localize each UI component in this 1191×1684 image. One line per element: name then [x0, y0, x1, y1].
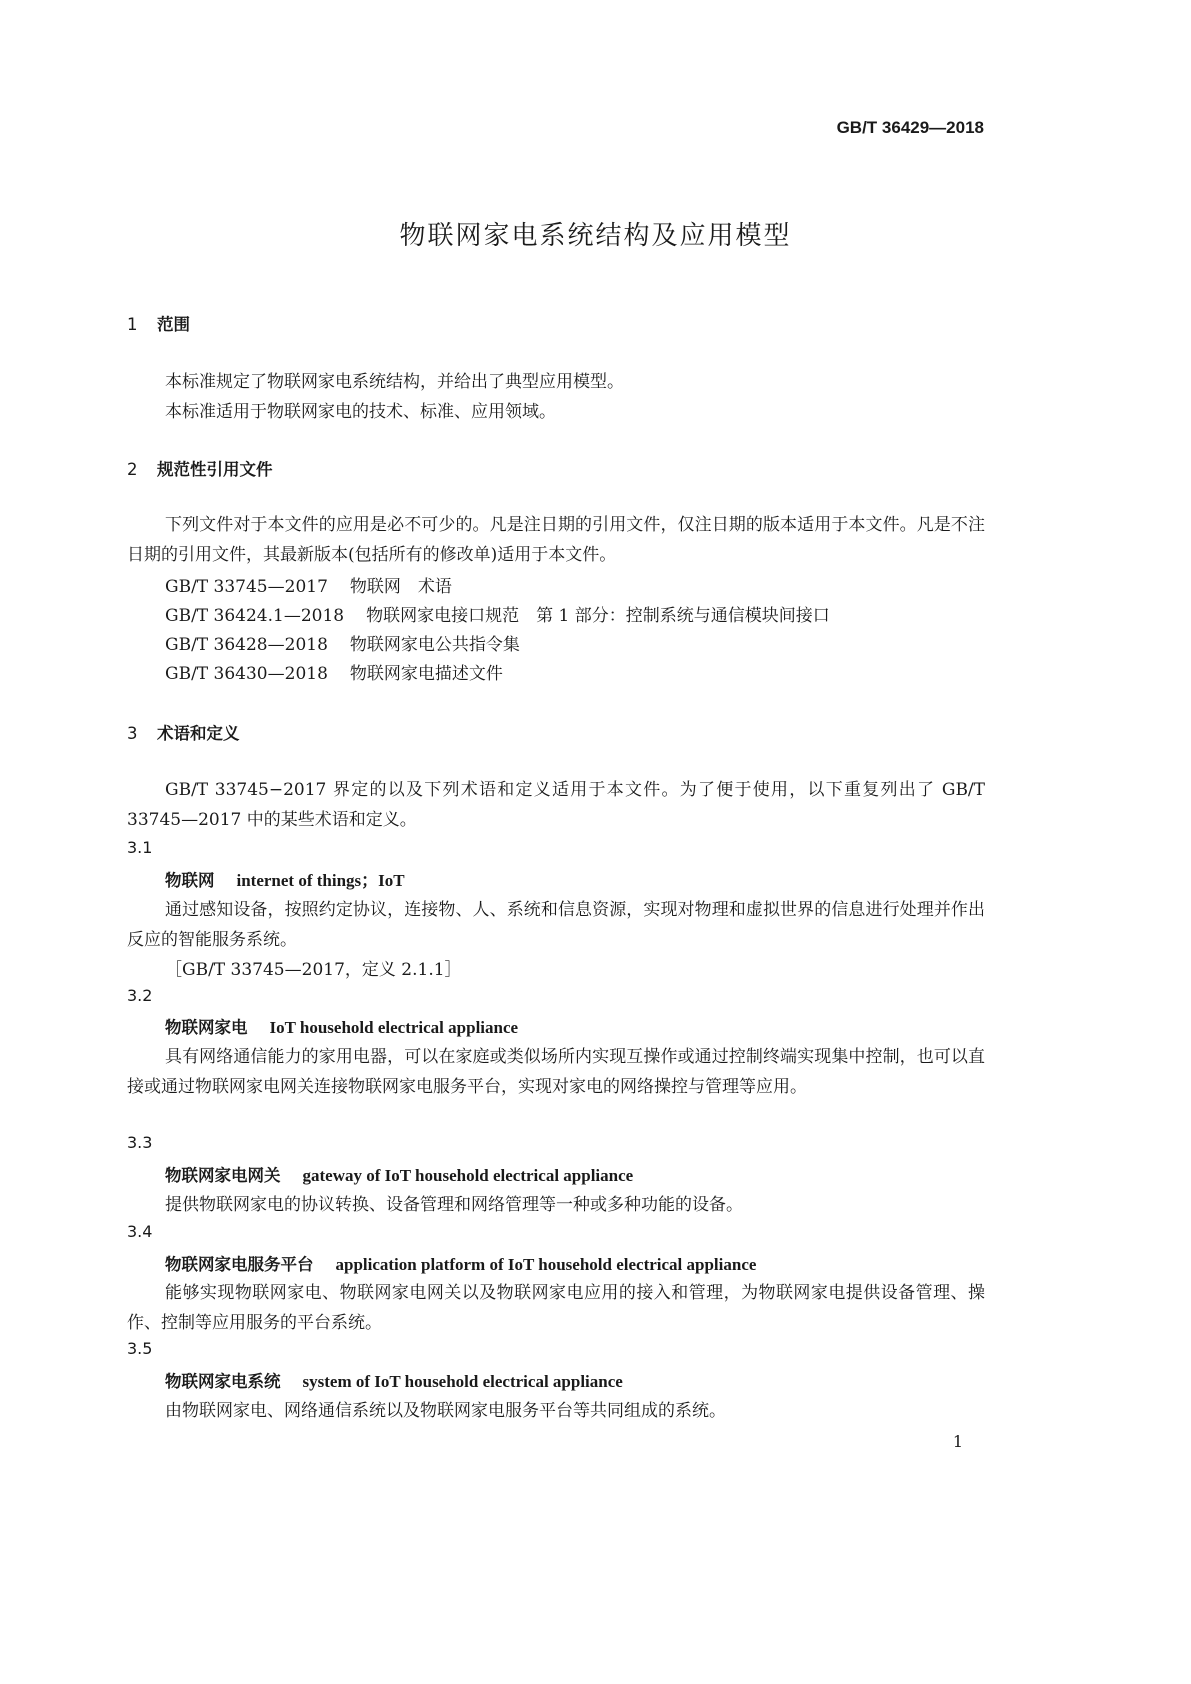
reference-title: 物联网家电接口规范 第 1 部分：控制系统与通信模块间接口 — [366, 606, 830, 626]
reference-title: 物联网家电描述文件 — [349, 664, 503, 684]
reference-item — [165, 659, 503, 689]
page-number: 1 — [952, 1432, 963, 1451]
term-definition: 通过感知设备，按照约定协议，连接物、人、系统和信息资源，实现对物理和虚拟世界的信息进行处理并作出反应的智能服务系统。 — [127, 900, 985, 950]
term-english: application platform of IoT household electrical appliance — [335, 1255, 757, 1274]
term-definition: 由物联网家电、网络通信系统以及物联网家电服务平台等共同组成的系统。 — [165, 1401, 726, 1421]
term-definition: 提供物联网家电的协议转换、设备管理和网络管理等一种或多种功能的设备。 — [165, 1195, 743, 1215]
term-chinese: 物联网家电网关 — [165, 1166, 281, 1185]
reference-code: GB/T 36428—2018 — [165, 635, 328, 655]
term-definition: 能够实现物联网家电、物联网家电网关以及物联网家电应用的接入和管理，为物联网家电提供设备管理、操作、控制等应用服务的平台系统。 — [127, 1283, 985, 1333]
term-source: ［GB/T 33745—2017，定义 2.1.1］ — [165, 960, 462, 980]
section-3-heading — [127, 720, 240, 744]
reference-item — [165, 572, 452, 602]
section-2-heading — [127, 456, 273, 480]
term-chinese: 物联网家电服务平台 — [165, 1255, 314, 1274]
reference-title: 物联网 术语 — [349, 577, 452, 597]
term-english: IoT household electrical appliance — [269, 1018, 519, 1037]
document-title: 物联网家电系统结构及应用模型 — [399, 221, 792, 251]
term-number: 3.5 — [127, 1339, 153, 1358]
section-number: 3 — [127, 724, 138, 743]
term-heading — [165, 866, 405, 891]
section-number: 1 — [127, 315, 138, 334]
term-heading — [165, 1014, 518, 1038]
term-english: system of IoT household electrical appliance — [302, 1372, 623, 1391]
term-chinese: 物联网 — [165, 871, 215, 890]
term-english: internet of things；IoT — [236, 871, 405, 890]
section-title: 术语和定义 — [157, 724, 240, 743]
term-definition: 具有网络通信能力的家用电器，可以在家庭或类似场所内实现互操作或通过控制终端实现集中控制，也可以直接或通过物联网家电网关连接物联网家电服务平台，实现对家电的网络操控与管理等应用。 — [127, 1047, 985, 1097]
reference-code: GB/T 36424.1—2018 — [165, 606, 345, 626]
section-number: 2 — [127, 460, 138, 479]
reference-code: GB/T 36430—2018 — [165, 664, 328, 684]
reference-item — [165, 601, 830, 631]
section-title: 规范性引用文件 — [157, 460, 273, 479]
term-number: 3.3 — [127, 1133, 153, 1152]
term-number: 3.4 — [127, 1222, 153, 1241]
term-chinese: 物联网家电 — [165, 1018, 248, 1037]
reference-code: GB/T 33745—2017 — [165, 577, 328, 597]
scope-paragraph-2: 本标准适用于物联网家电的技术、标准、应用领域。 — [165, 402, 556, 422]
terms-intro: GB/T 33745−2017 界定的以及下列术语和定义适用于本文件。为了便于使用，以下重复列出了 GB/T 33745—2017 中的某些术语和定义。 — [127, 780, 985, 830]
term-english: gateway of IoT household electrical appliance — [302, 1166, 634, 1185]
term-number: 3.2 — [127, 986, 153, 1005]
term-number: 3.1 — [127, 838, 153, 857]
standard-number: GB/T 36429—2018 — [836, 118, 984, 137]
normative-intro: 下列文件对于本文件的应用是必不可少的。凡是注日期的引用文件，仅注日期的版本适用于本文件。凡是不注日期的引用文件，其最新版本(包括所有的修改单)适用于本文件。 — [127, 515, 985, 565]
section-1-heading — [127, 311, 190, 335]
scope-paragraph-1: 本标准规定了物联网家电系统结构，并给出了典型应用模型。 — [165, 372, 624, 392]
reference-item — [165, 630, 520, 660]
term-chinese: 物联网家电系统 — [165, 1372, 281, 1391]
term-heading — [165, 1368, 623, 1392]
section-title: 范围 — [157, 315, 190, 334]
term-heading — [165, 1162, 633, 1186]
term-heading — [165, 1251, 756, 1275]
reference-title: 物联网家电公共指令集 — [349, 635, 520, 655]
